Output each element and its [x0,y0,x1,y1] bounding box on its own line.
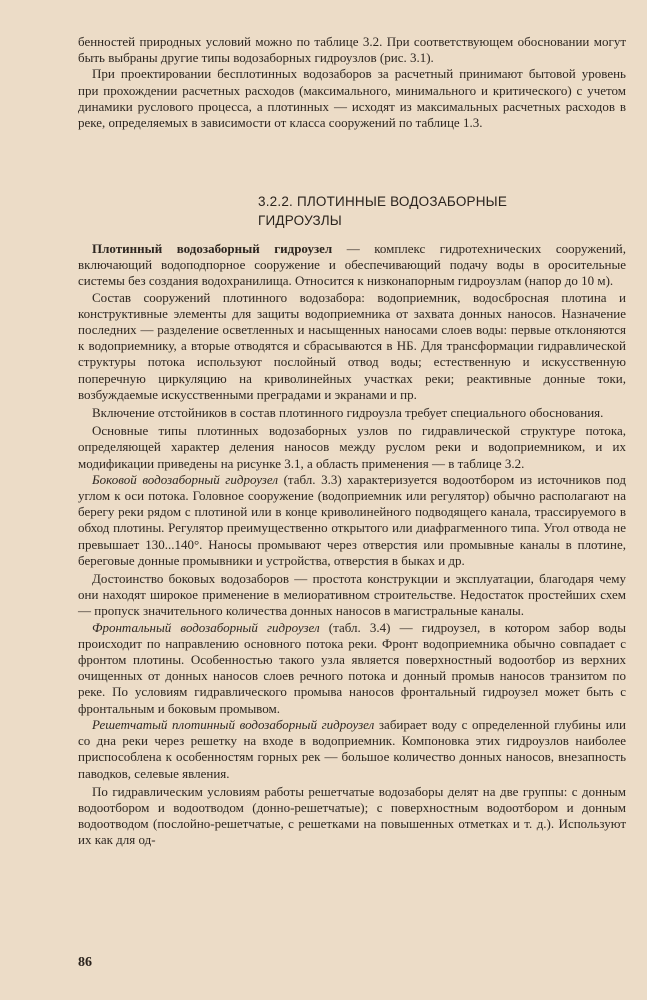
paragraph-grate-groups: По гидравлическим условиям работы решетчатые водозаборы делят на две группы: с донным водоотбором и водоотводом (донно-решетчатые); с поверхностным водоотбором и донным водоотводом (послойно-решетчатые, с решетками на повышенных отметках и т. д.). Используют их как для од- [78,783,626,848]
page-number: 86 [78,955,92,970]
term-side-intake: Боковой водозаборный гидроузел [92,471,278,487]
term-frontal-intake: Фронтальный водозаборный гидроузел [92,619,320,635]
paragraph-composition: Состав сооружений плотинного водозабора: водоприемник, водосбросная плотина и конструктивные элементы для защиты водоприемника от захвата донных наносов. Назначение последних — разделение осветленных и насыщенных наносами слоев воды: первые отклоняются к водоприемнику, а вторые отводятся и сбрасываются в НБ. Для трансформации гидравлической структуры потока используют послойный отвод воды; естественную и искусственную поперечную циркуляцию на криволинейных участках реки; реактивные донные токи, возбуждаемые искусственными преградами и экранами и пр. [78,289,626,402]
term-grate-intake: Решетчатый плотинный водозаборный гидроузел [92,716,375,732]
paragraph-continuation: бенностей природных условий можно по таблице 3.2. При соответствующем обосновании могут быть выбраны другие типы водозаборных гидроузлов (рис. 3.1). [78,34,626,66]
section-title: ПЛОТИННЫЕ ВОДОЗАБОРНЫЕ [296,194,508,209]
term-dam-intake: Плотинный водозаборный гидроузел [92,241,333,256]
paragraph-calculation: При проектировании бесплотинных водозаборов за расчетный принимают бытовой уровень при прохождении расчетных расходов (максимального, минимального и критического) с учетом динамики руслового процесса, а плотинных — исходят из максимальных расчетных расходов в реке, определяемых в зависимости от класса сооружений по таблице 1.3. [78,66,626,131]
paragraph-frontal-intake: Фронтальный водозаборный гидроузел (табл. 3.4) — гидроузел, в котором забор воды происходит по направлению основного потока реки. Фронт водоприемника обычно совпадает с фронтом плотины. Особенностью такого узла является поверхностный водоотбор из верхних очищенных от донных наносов слоев речного потока и донный промыв наносов транзитом по реке. По условиям гидравлического промыва наносов фронтальный гидроузел может быть с фронтальным и боковым промывом. [78,619,626,716]
section-heading-line2: ГИДРОУЗЛЫ [258,213,342,228]
top-text-block [78,34,626,131]
section-heading-line1 [258,192,578,211]
paragraph-settlers: Включение отстойников в состав плотинного гидроузла требует специального обоснования. [92,405,604,421]
paragraph-types: Основные типы плотинных водозаборных узлов по гидравлической структуре потока, определяющей характер деления наносов между руслом реки и водоприемником, и их модификации приведены на рисунке 3.1, а область применения — в таблице 3.2. [78,423,626,471]
paragraph-grate-intake: Решетчатый плотинный водозаборный гидроузел забирает воду с определенной глубины или со дна реки через решетку на входе в водоприемник. Компоновка этих гидроузлов наиболее приспособлена к особенностям горных рек — большое количество донных наносов, внезапность паводков, селевые явления. [78,716,626,781]
section-heading [258,192,578,230]
paragraph-side-intake: Боковой водозаборный гидроузел (табл. 3.3) характеризуется водоотбором из источников под углом к оси потока. Головное сооружение (водоприемник или регулятор) обычно располагают на берегу реки рядом с плотиной или в конце криволинейного подводящего канала, трассируемого в обход плотины. Регулятор преимущественно открытого или диафрагменного типа. Угол отвода не превышает 130...140°. Наносы промывают через отверстия или промывные каналы в плотине, береговые донные промывники и устройства, отверстия в быках и др. [78,471,626,568]
paragraph-definition: Плотинный водозаборный гидроузел — комплекс гидротехнических сооружений, включающий водоподпорное сооружение и обеспечивающий подачу воды в оросительные системы без создания водохранилища. Относится к низконапорным гидроузлам (напор до 10 м). [78,241,626,289]
body-text-block [78,241,626,849]
section-number: 3.2.2. [258,194,293,209]
paragraph-advantages: Достоинство боковых водозаборов — простота конструкции и эксплуатации, благодаря чему они находят широкое применение в мелиоративном строительстве. Недостаток простейших схем — пропуск значительного количества донных наносов в магистральные каналы. [78,571,626,619]
